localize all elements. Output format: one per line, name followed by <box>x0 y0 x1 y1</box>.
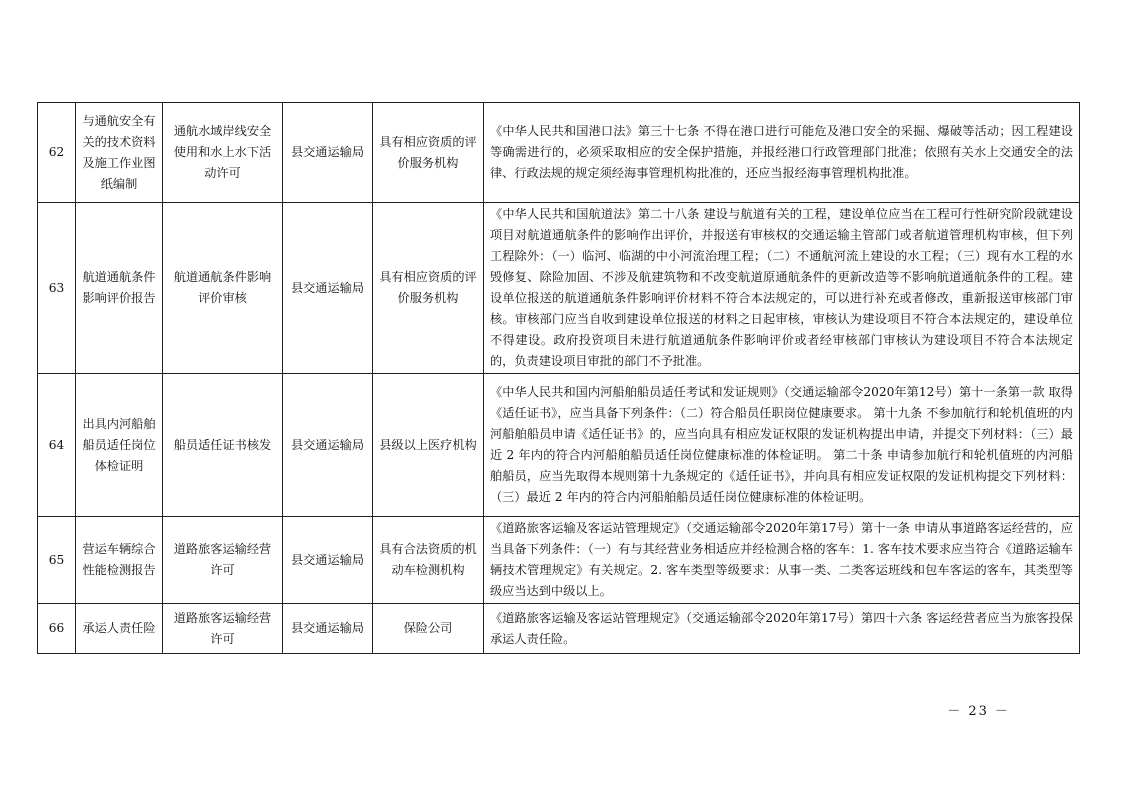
approval-item: 道路旅客运输经营许可 <box>163 517 283 604</box>
approval-department: 县交通运输局 <box>283 517 373 604</box>
intermediary-services-table <box>37 102 1080 654</box>
approval-item: 通航水域岸线安全使用和水上水下活动许可 <box>163 103 283 203</box>
table-row <box>38 604 1080 654</box>
table-row <box>38 103 1080 203</box>
approval-department: 县交通运输局 <box>283 604 373 654</box>
legal-basis: 《道路旅客运输及客运站管理规定》（交通运输部令2020年第17号）第四十六条 客运经营者应当为旅客投保承运人责任险。 <box>484 604 1080 654</box>
service-agency: 具有相应资质的评价服务机构 <box>373 203 484 374</box>
table-row <box>38 374 1080 517</box>
table-row <box>38 517 1080 604</box>
approval-item: 船员适任证书核发 <box>163 374 283 517</box>
service-name: 航道通航条件影响评价报告 <box>76 203 163 374</box>
approval-department: 县交通运输局 <box>283 203 373 374</box>
service-agency: 具有相应资质的评价服务机构 <box>373 103 484 203</box>
page-number: － 23 － <box>947 704 1010 719</box>
row-number: 65 <box>38 517 76 604</box>
legal-basis: 《中华人民共和国航道法》第二十八条 建设与航道有关的工程，建设单位应当在工程可行性研究阶段就建设项目对航道通航条件的影响作出评价，并报送有审核权的交通运输主管部门或者航道管理机构审核，但下列工程除外：（一）临河、临湖的中小河流治理工程；（二）不通航河流上建设的水工程；（三）现有水工程的水毁修复、除险加固、不涉及航建筑物和不改变航道原通航条件的更新改造等不影响航道通航条件的工程。建设单位报送的航道通航条件影响评价材料不符合本法规定的，可以进行补充或者修改，重新报送审核部门审核。审核部门应当自收到建设单位报送的材料之日起审核，审核认为建设项目不符合本法规定的，建设单位不得建设。政府投资项目未进行航道通航条件影响评价或者经审核部门审核认为建设项目不符合本法规定的，负责建设项目审批的部门不予批准。 <box>484 203 1080 374</box>
approval-department: 县交通运输局 <box>283 103 373 203</box>
legal-basis: 《中华人民共和国港口法》第三十七条 不得在港口进行可能危及港口安全的采掘、爆破等活动；因工程建设等确需进行的，必须采取相应的安全保护措施，并报经港口行政管理部门批准；依照有关水上交通安全的法律、行政法规的规定须经海事管理机构批准的，还应当报经海事管理机构批准。 <box>484 103 1080 203</box>
approval-item: 道路旅客运输经营许可 <box>163 604 283 654</box>
approval-department: 县交通运输局 <box>283 374 373 517</box>
row-number: 62 <box>38 103 76 203</box>
legal-basis: 《道路旅客运输及客运站管理规定》（交通运输部令2020年第17号）第十一条 申请从事道路客运经营的，应当具备下列条件：（一）有与其经营业务相适应并经检测合格的客车：1. 客车技术要求应当符合《道路运输车辆技术管理规定》有关规定。2. 客车类型等级要求：从事一类、二类客运班线和包车客运的客车，其类型等级应当达到中级以上。 <box>484 517 1080 604</box>
row-number: 63 <box>38 203 76 374</box>
legal-basis: 《中华人民共和国内河船舶船员适任考试和发证规则》（交通运输部令2020年第12号）第十一条第一款 取得《适任证书》，应当具备下列条件：（二）符合船员任职岗位健康要求。 第十九条 不参加航行和轮机值班的内河船舶船员申请《适任证书》的，应当向具有相应发证权限的发证机构提出申请，并提交下列材料：（三）最近 2 年内的符合内河船舶船员适任岗位健康标准的体检证明。 第二十条 申请参加航行和轮机值班的内河船舶船员，应当先取得本规则第十九条规定的《适任证书》，并向具有相应发证权限的发证机构提交下列材料：（三）最近 2 年内的符合内河船舶船员适任岗位健康标准的体检证明。 <box>484 374 1080 517</box>
service-name: 出具内河船舶船员适任岗位体检证明 <box>76 374 163 517</box>
service-name: 与通航安全有关的技术资料及施工作业图纸编制 <box>76 103 163 203</box>
table-row <box>38 203 1080 374</box>
service-name: 营运车辆综合性能检测报告 <box>76 517 163 604</box>
service-agency: 具有合法资质的机动车检测机构 <box>373 517 484 604</box>
service-agency: 县级以上医疗机构 <box>373 374 484 517</box>
approval-item: 航道通航条件影响评价审核 <box>163 203 283 374</box>
service-agency: 保险公司 <box>373 604 484 654</box>
row-number: 64 <box>38 374 76 517</box>
row-number: 66 <box>38 604 76 654</box>
service-name: 承运人责任险 <box>76 604 163 654</box>
